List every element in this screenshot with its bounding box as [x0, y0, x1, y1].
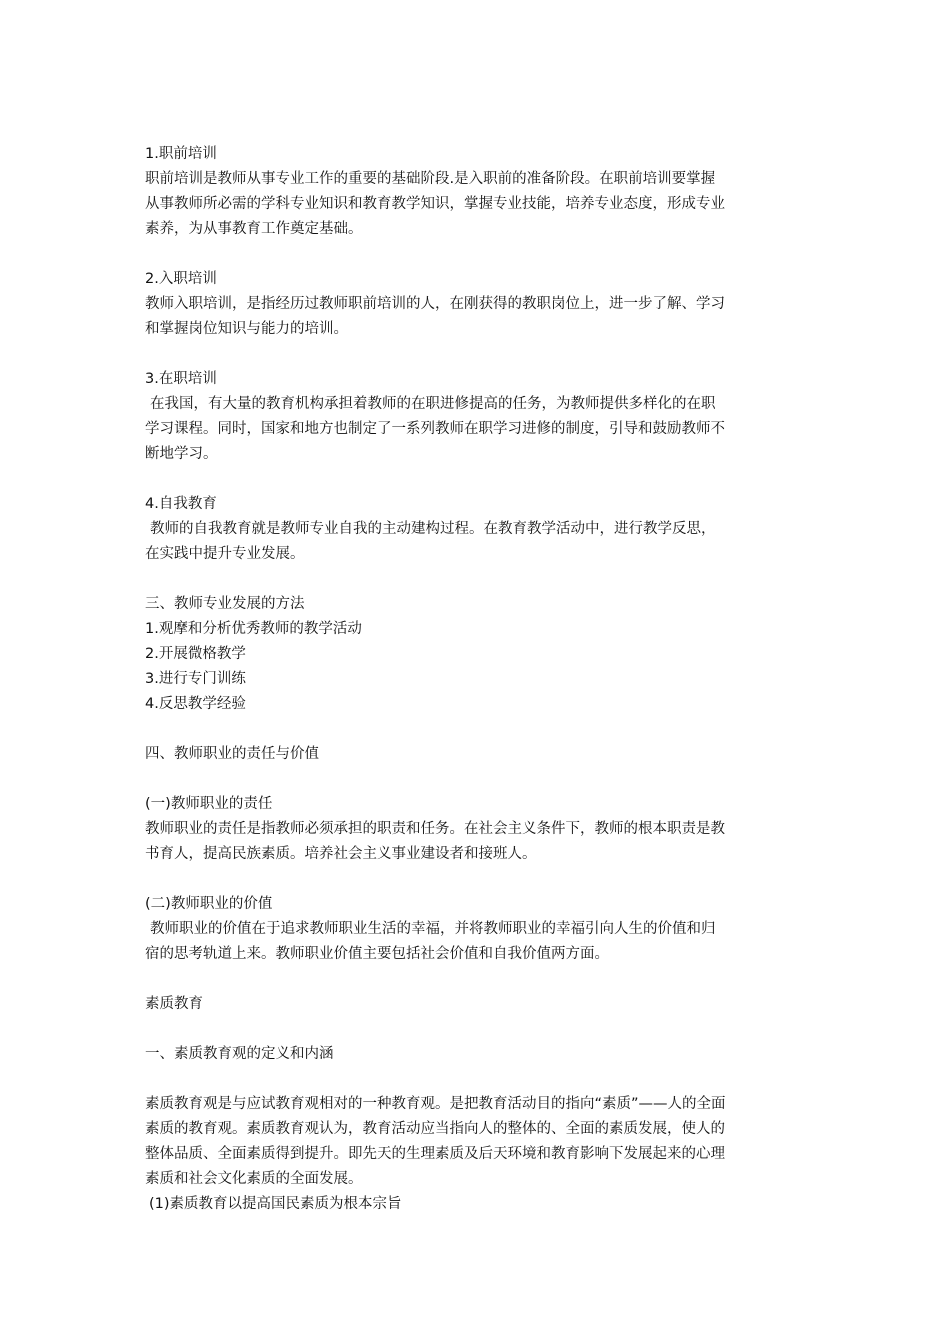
paragraph-line: 在我国，有大量的教育机构承担着教师的在职进修提高的任务，为教师提供多样化的在职: [150, 396, 716, 412]
paragraph-line: 断地学习。: [145, 446, 218, 462]
spacer: [145, 717, 815, 742]
section-title-induction: 2.入职培训: [145, 271, 217, 287]
paragraph-line: 素质的教育观。素质教育观认为，教育活动应当指向人的整体的、全面的素质发展，使人的: [145, 1121, 725, 1137]
subheading-quality-definition: 一、素质教育观的定义和内涵: [145, 1046, 334, 1062]
spacer: [145, 867, 815, 892]
paragraph-line: 素质和社会文化素质的全面发展。: [145, 1171, 363, 1187]
paragraph-line: 书育人，提高民族素质。培养社会主义事业建设者和接班人。: [145, 846, 537, 862]
list-item: (1)素质教育以提高国民素质为根本宗旨: [149, 1196, 402, 1212]
heading-methods: 三、教师专业发展的方法: [145, 596, 305, 612]
paragraph-line: 教师的自我教育就是教师专业自我的主动建构过程。在教育教学活动中，进行教学反思，: [150, 521, 716, 537]
section-title-self-education: 4.自我教育: [145, 496, 217, 512]
paragraph-line: 职前培训是教师从事专业工作的重要的基础阶段.是入职前的准备阶段。在职前培训要掌握: [145, 171, 716, 187]
paragraph-line: 整体品质、全面素质得到提升。即先天的生理素质及后天环境和教育影响下发展起来的心理: [145, 1146, 725, 1162]
spacer: [145, 567, 815, 592]
paragraph-line: 教师职业的价值在于追求教师职业生活的幸福，并将教师职业的幸福引向人生的价值和归: [150, 921, 716, 937]
subheading-responsibility: (一)教师职业的责任: [145, 796, 273, 812]
paragraph-line: 在实践中提升专业发展。: [145, 546, 305, 562]
heading-quality-education: 素质教育: [145, 996, 203, 1012]
paragraph-line: 教师职业的责任是指教师必须承担的职责和任务。在社会主义条件下，教师的根本职责是教: [145, 821, 725, 837]
list-item: 4.反思教学经验: [145, 696, 246, 712]
spacer: [145, 1067, 815, 1092]
spacer: [145, 467, 815, 492]
paragraph-line: 素养，为从事教育工作奠定基础。: [145, 221, 363, 237]
spacer: [145, 242, 815, 267]
paragraph-line: 素质教育观是与应试教育观相对的一种教育观。是把教育活动目的指向“素质”——人的全面: [145, 1096, 726, 1112]
spacer: [145, 767, 815, 792]
paragraph-line: 从事教师所必需的学科专业知识和教育教学知识，掌握专业技能，培养专业态度，形成专业: [145, 196, 725, 212]
list-item: 2.开展微格教学: [145, 646, 246, 662]
list-item: 1.观摩和分析优秀教师的教学活动: [145, 621, 362, 637]
heading-responsibility-value: 四、教师职业的责任与价值: [145, 746, 319, 762]
spacer: [145, 1017, 815, 1042]
section-title-pre-service: 1.职前培训: [145, 146, 217, 162]
document-page: [145, 142, 815, 1217]
paragraph-line: 教师入职培训，是指经历过教师职前培训的人，在刚获得的教职岗位上，进一步了解、学习: [145, 296, 725, 312]
list-item: 3.进行专门训练: [145, 671, 246, 687]
paragraph-line: 学习课程。同时，国家和地方也制定了一系列教师在职学习进修的制度，引导和鼓励教师不: [145, 421, 725, 437]
paragraph-line: 和掌握岗位知识与能力的培训。: [145, 321, 348, 337]
paragraph-line: 宿的思考轨道上来。教师职业价值主要包括社会价值和自我价值两方面。: [145, 946, 609, 962]
spacer: [145, 342, 815, 367]
subheading-value: (二)教师职业的价值: [145, 896, 273, 912]
section-title-in-service: 3.在职培训: [145, 371, 217, 387]
spacer: [145, 967, 815, 992]
